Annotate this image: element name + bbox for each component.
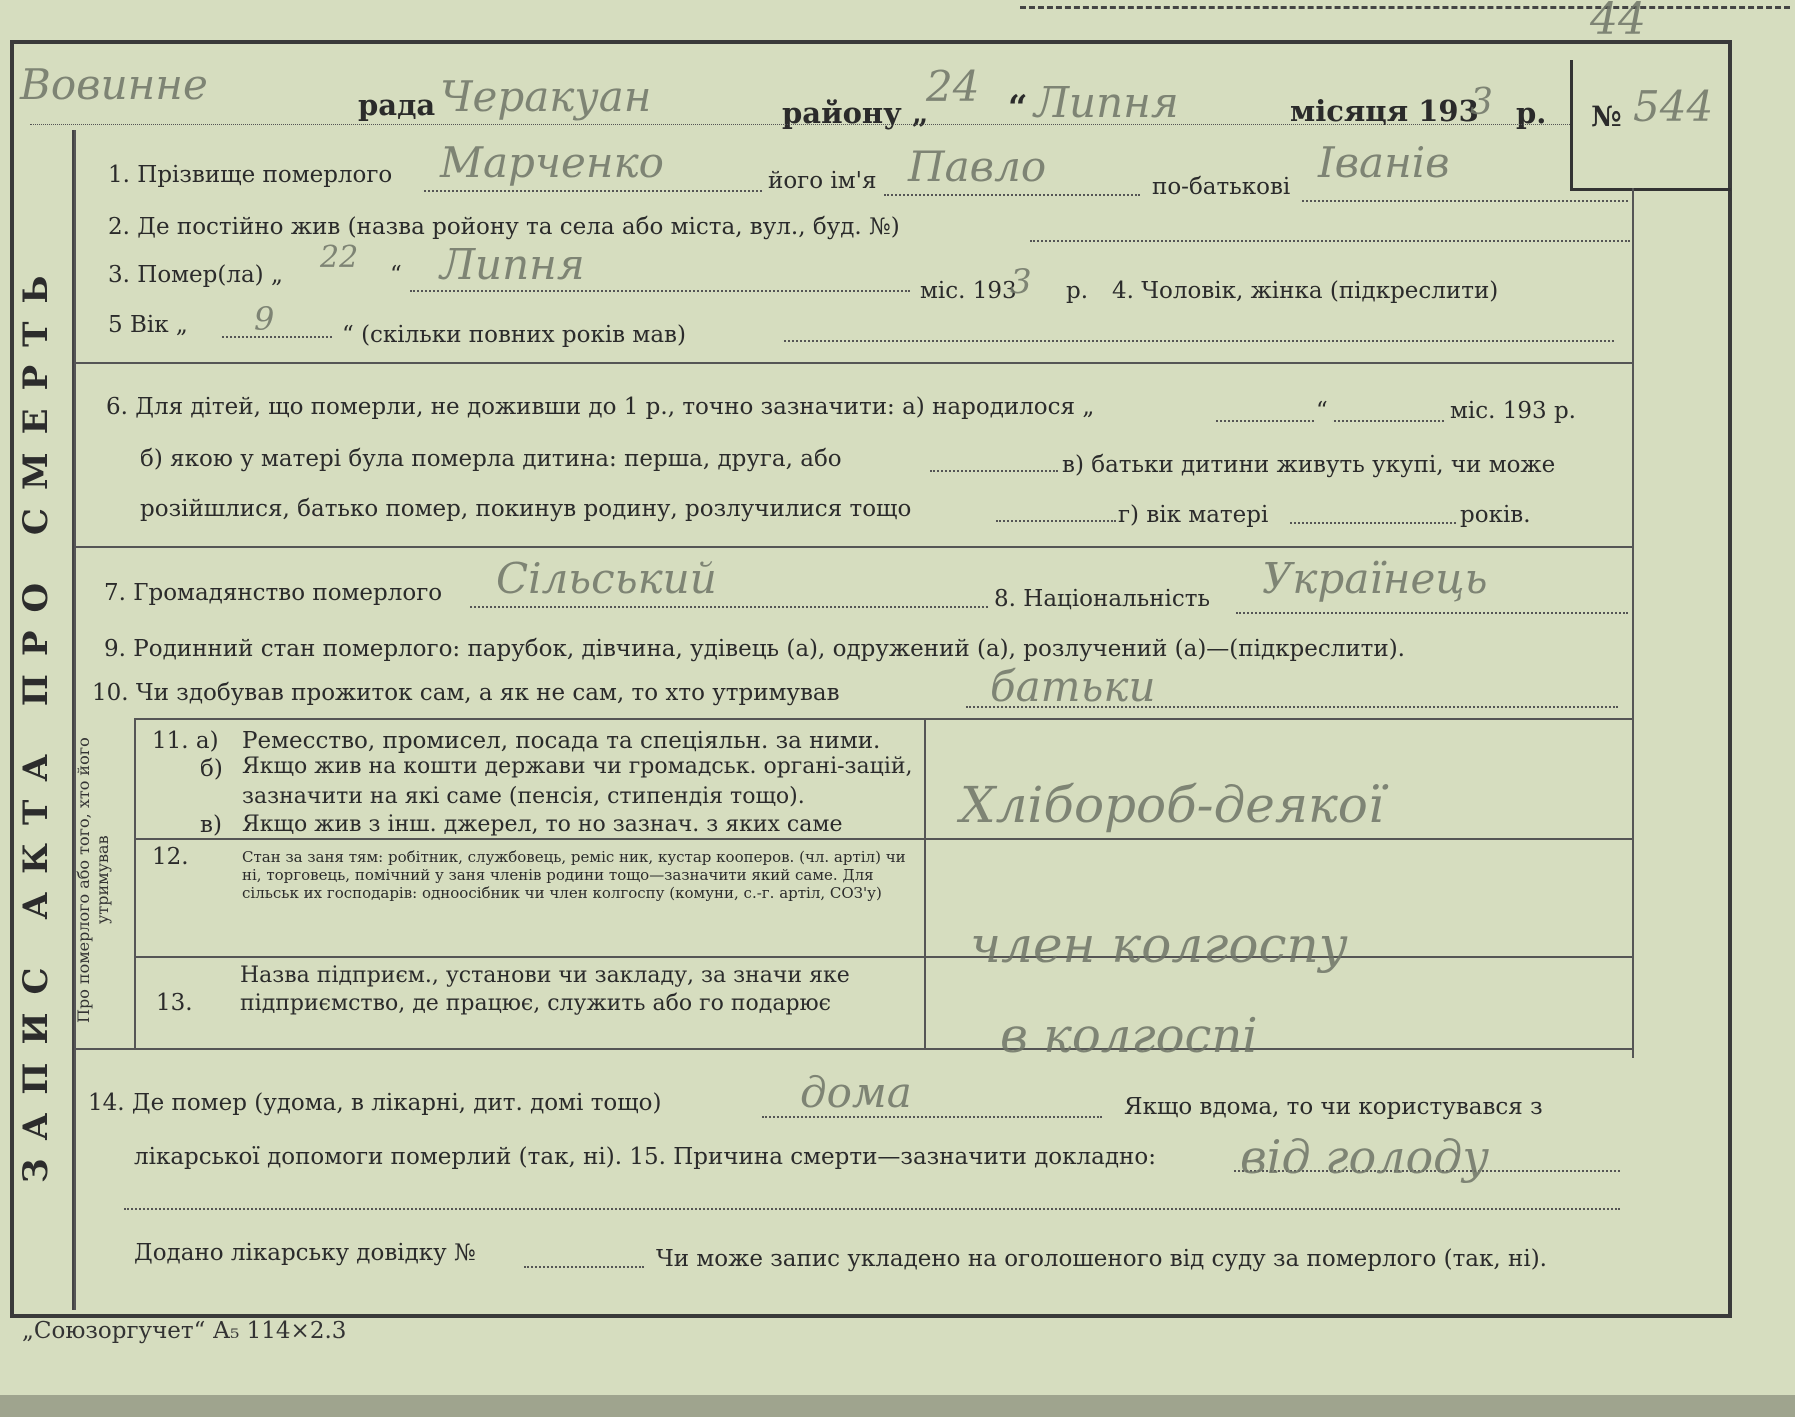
divider-1 — [74, 362, 1634, 364]
r6-born-line — [1216, 420, 1314, 422]
r6-line1-mid: “ — [1316, 398, 1328, 424]
r3-day: 22 — [320, 240, 359, 275]
sidebar — [14, 130, 74, 1310]
r2-line — [1030, 240, 1630, 242]
r3-year-digit: 3 — [1010, 262, 1032, 302]
r3-label: 3. Помер(ла) „ — [108, 262, 283, 288]
occupation-vertical-label: Про померлого або того, хто його утримував — [74, 737, 112, 1023]
inner-left-border — [74, 130, 76, 1310]
r12-num: 12. — [152, 844, 189, 870]
occ-left-border — [134, 718, 136, 1048]
r7-label: 7. Громадянство померлого — [104, 580, 443, 606]
number-value: 544 — [1633, 82, 1714, 131]
r14-tail: Якщо вдома, то чи користувався з — [1124, 1094, 1543, 1120]
quote-open: “ — [1008, 88, 1028, 128]
month-value: Липня — [1034, 78, 1179, 127]
divider-4 — [74, 1048, 1634, 1050]
occ-mid-border — [924, 718, 926, 1048]
r6-month-line — [1334, 420, 1444, 422]
divider-11-12 — [134, 838, 1634, 840]
r15-line: лікарської допомоги померлий (так, ні). 15. Причина смерти—зазначити докладно: — [134, 1144, 1156, 1170]
r7-value: Сільський — [496, 554, 717, 603]
print-mark: „Союзоргучет“ А₅ 114×2.3 — [22, 1318, 347, 1344]
r15-value: від голоду — [1240, 1130, 1490, 1184]
r5-line — [784, 340, 1614, 342]
r11-c-num: в) — [200, 812, 222, 838]
rada-value: Черакуан — [440, 72, 652, 121]
r10-value: батьки — [990, 662, 1156, 711]
r3-mis: міс. 193 — [920, 278, 1017, 304]
r1-surname: Марченко — [440, 138, 664, 187]
r5-label: 5 Вік „ — [108, 312, 188, 338]
r5-tail: “ (скільки повних років мав) — [342, 322, 686, 348]
r3-month-line — [410, 290, 910, 292]
r9-label: 9. Родинний стан померлого: парубок, дівчина, удівець (а), одружений (а), розлучений (а)—(підкреслити). — [104, 636, 1405, 662]
r3-month: Липня — [440, 240, 585, 289]
divider-3 — [134, 718, 1634, 720]
r1-patronymic-line — [1302, 200, 1628, 202]
r14-value: дома — [800, 1068, 912, 1117]
number-box — [1570, 60, 1731, 191]
r1-patronymic-label: по-батькові — [1152, 174, 1291, 200]
bottom-edge — [0, 1395, 1795, 1417]
r6-mother-age-line — [1290, 522, 1456, 524]
r7-line — [470, 606, 988, 608]
r16-line — [524, 1266, 644, 1268]
r10-label: 10. Чи здобував прожиток сам, а як не сам, то хто утримував — [92, 680, 840, 706]
r8-line — [1236, 612, 1628, 614]
month-label: місяця 193 — [1290, 94, 1479, 128]
top-mark: 44 — [1590, 0, 1646, 45]
divider-2 — [74, 546, 1634, 548]
header-underline — [30, 124, 1570, 125]
r8-value: Українець — [1262, 554, 1488, 603]
r4-label: 4. Чоловік, жінка (підкреслити) — [1112, 278, 1499, 304]
r1-name-label: його ім'я — [768, 168, 877, 194]
r6-status-line — [996, 520, 1116, 522]
top-dashed-line — [1020, 6, 1790, 9]
r12-value: член колгоспу — [970, 916, 1348, 974]
r6-line2b: в) батьки дитини живуть укупі, чи може — [1062, 452, 1556, 478]
day-value: 24 — [926, 62, 980, 111]
sidebar-title: ЗАПИС АКТА ПРО СМЕРТЬ — [16, 257, 56, 1183]
r6-line3a: розійшлися, батько помер, покинув родину, розлучилися тощо — [140, 496, 912, 522]
rada-label: рада — [358, 88, 436, 122]
r6-line3b: г) вік матері — [1118, 502, 1269, 528]
r15-extra-line — [124, 1208, 1620, 1210]
r1-surname-line — [424, 190, 762, 192]
r2-label: 2. Де постійно жив (назва ройону та села або міста, вул., буд. №) — [108, 214, 900, 240]
r5-age: 9 — [254, 300, 275, 338]
divider-12-13 — [134, 956, 1634, 958]
r11-num: 11. а) — [152, 728, 219, 754]
right-inner-border — [1632, 188, 1634, 1058]
r8-label: 8. Національність — [994, 586, 1211, 612]
r1-name-line — [884, 194, 1140, 196]
council-prefix: Вовинне — [20, 60, 208, 109]
r16-label: Додано лікарську довідку № — [134, 1240, 476, 1266]
r11-c: Якщо жив з інш. джерел, то но зазнач. з яких саме — [242, 812, 843, 837]
r1-label: 1. Прізвище померлого — [108, 162, 393, 188]
r16-tail: Чи може запис укладено на оголошеного від суду за померлого (так, ні). — [656, 1246, 1547, 1272]
r13-value: в колгоспі — [1000, 1008, 1258, 1064]
r6-order-line — [930, 470, 1058, 472]
r14-label: 14. Де помер (удома, в лікарні, дит. домі тощо) — [88, 1090, 662, 1116]
year-digit: 3 — [1470, 82, 1493, 123]
r11-a: Ремесство, промисел, посада та спеціяльн. за ними. — [242, 728, 881, 754]
r11-b: Якщо жив на кошти держави чи громадськ. органі-зацій, зазначити на які саме (пенсія, стипендія тощо). — [242, 754, 913, 809]
r13-num: 13. — [156, 990, 193, 1016]
r1-name: Павло — [908, 142, 1047, 191]
year-suffix: р. — [1516, 96, 1547, 130]
rayon-label: району „ — [782, 96, 929, 130]
r3-year-suffix: р. — [1066, 278, 1089, 304]
r12-text: Стан за заня тям: робітник, службовець, реміс ник, кустар кооперов. (чл. артіл) чи ні, торговець, помічний у заня членів родини тощо—зазначити який саме. Для сільськ их господарів: одноосібник чи член колгоспу (комуни, с.-г. артіл, СОЗ'у) — [242, 848, 906, 902]
r11-value: Хлібороб-деякої — [960, 776, 1384, 834]
r13-text: Назва підприєм., установи чи закладу, за значи яке підприємство, де працює, служить або го подарює — [240, 963, 850, 1016]
r3-quote: “ — [390, 262, 402, 288]
r5-age-line — [222, 336, 332, 338]
r6-line2a: б) якою у матері була померла дитина: перша, друга, або — [140, 446, 842, 472]
number-label: № — [1591, 100, 1622, 133]
r1-patronymic: Іванів — [1318, 138, 1450, 187]
r6-line1: 6. Для дітей, що померли, не доживши до 1 р., точно зазначити: а) народилося „ — [106, 394, 1095, 420]
r11-b-num: б) — [200, 756, 223, 782]
r6-line1-end: міс. 193 р. — [1450, 398, 1576, 424]
r6-line3c: років. — [1460, 502, 1531, 528]
